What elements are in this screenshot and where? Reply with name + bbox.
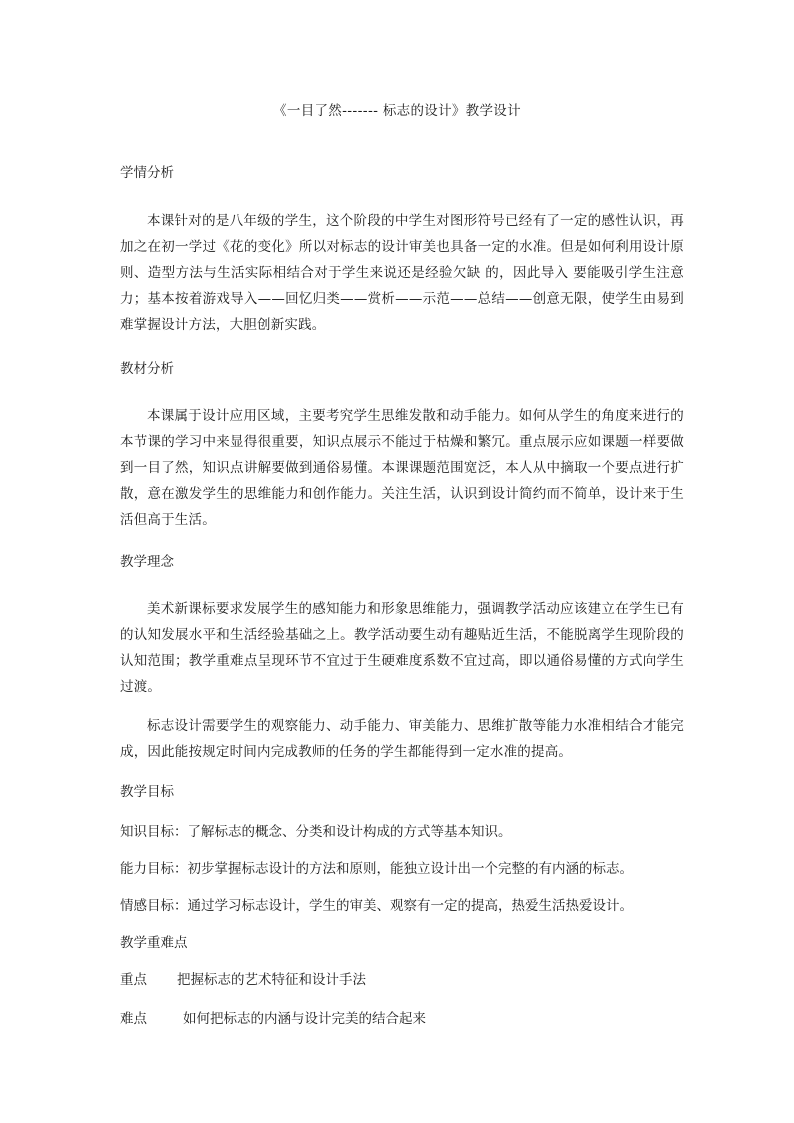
heading-teaching-philosophy: 教学理念 — [120, 554, 174, 570]
heading-teaching-goals: 教学目标 — [120, 784, 174, 800]
difficult-point-label: 难点 — [120, 1011, 147, 1027]
goal-emotion: 情感目标：通过学习标志设计，学生的审美、观察有一定的提高，热爱生活热爱设计。 — [120, 898, 633, 914]
goal-knowledge: 知识目标：了解标志的概念、分类和设计构成的方式等基本知识。 — [120, 824, 512, 840]
key-point-line — [120, 970, 684, 990]
heading-key-difficult-points: 教学重难点 — [120, 935, 188, 951]
document-title: 《一目了然------- 标志的设计》教学设计 — [273, 103, 521, 119]
paragraph-student-analysis: 本课针对的是八年级的学生，这个阶段的中学生对图形符号已经有了一定的感性认识，再加之在初一学过《花的变化》所以对标志的设计审美也具备一定的水准。但是如何利用设计原则、造型方法与生活实际相结合对于学生来说还是经验欠缺 的，因此导入 要能吸引学生注意力；基本按着游戏导入——回忆归类——赏析——示范——总结——创意无限，使学生由易到难掌握设计方法，大胆创新实践。 — [120, 213, 684, 333]
heading-student-analysis: 学情分析 — [120, 165, 174, 181]
difficult-point-line — [120, 1009, 684, 1029]
goal-ability: 能力目标：初步掌握标志设计的方法和原则，能独立设计出一个完整的有内涵的标志。 — [120, 861, 633, 877]
key-point-text: 把握标志的艺术特征和设计手法 — [177, 972, 366, 988]
key-point-label: 重点 — [120, 972, 147, 988]
heading-textbook-analysis: 教材分析 — [120, 361, 174, 377]
difficult-point-text: 如何把标志的内涵与设计完美的结合起来 — [183, 1011, 426, 1027]
paragraph-textbook-analysis: 本课属于设计应用区域，主要考究学生思维发散和动手能力。如何从学生的角度来进行的本节课的学习中来显得很重要，知识点展示不能过于枯燥和繁冗。重点展示应如课题一样要做到一目了然，知识点讲解要做到通俗易懂。本课课题范围宽泛，本人从中摘取一个要点进行扩散，意在激发学生的思维能力和创作能力。关注生活，认识到设计简约而不简单，设计来于生活但高于生活。 — [120, 408, 684, 528]
document-body — [120, 163, 684, 1029]
paragraph-teaching-philosophy-1: 美术新课标要求发展学生的感知能力和形象思维能力，强调教学活动应该建立在学生已有的认知发展水平和生活经验基础之上。教学活动要生动有趣贴近生活，不能脱离学生现阶段的认知范围；教学重难点呈现环节不宜过于生硬难度系数不宜过高，即以通俗易懂的方式向学生过渡。 — [120, 601, 684, 695]
paragraph-teaching-philosophy-2: 标志设计需要学生的观察能力、动手能力、审美能力、思维扩散等能力水准相结合才能完成，因此能按规定时间内完成教师的任务的学生都能得到一定水准的提高。 — [120, 718, 684, 760]
